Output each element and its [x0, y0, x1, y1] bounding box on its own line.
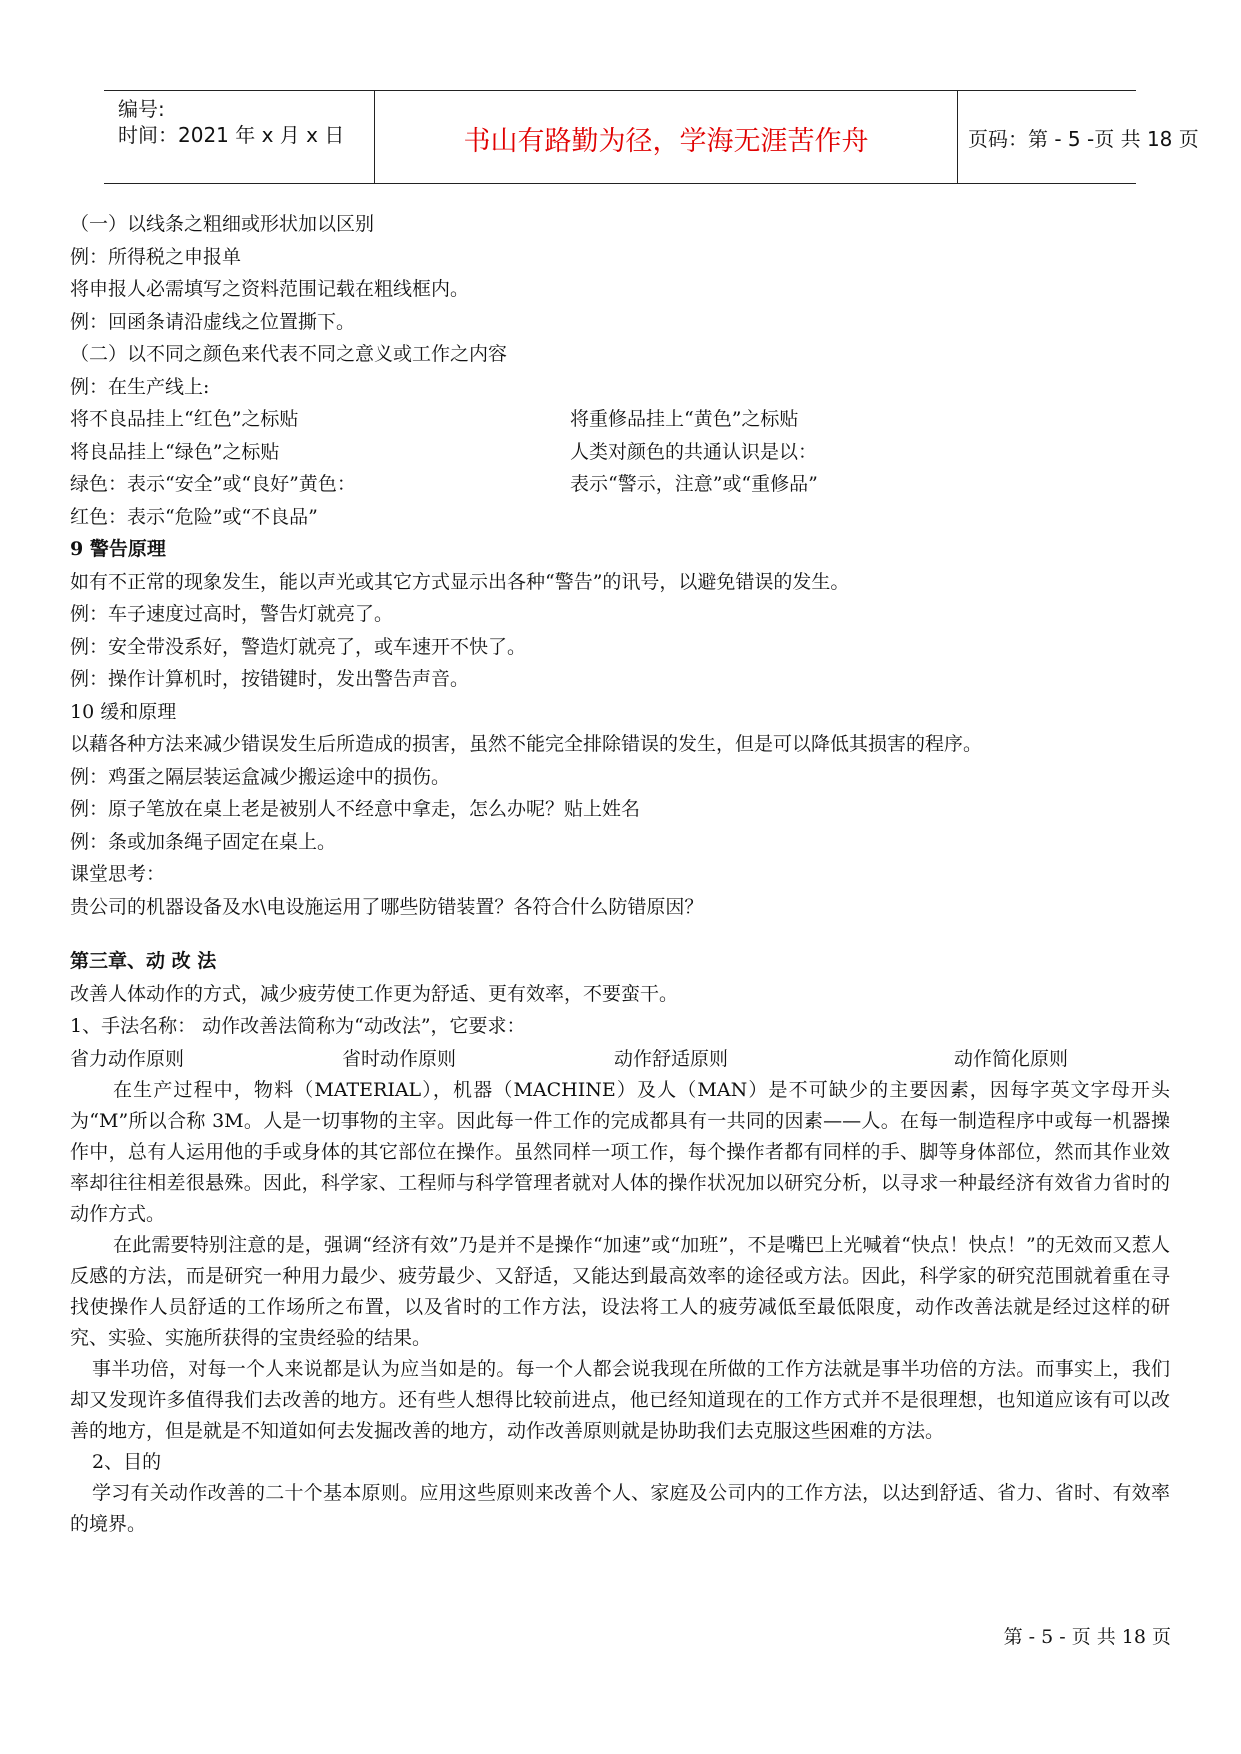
text-line: 将申报人必需填写之资料范围记载在粗线框内。: [70, 278, 470, 300]
page-header: [104, 90, 1199, 184]
principle-item: 动作简化原则: [954, 1047, 1069, 1070]
body-paragraph: 在此需要特别注意的是，强调“经济有效”乃是并不是操作“加速”或“加班”，不是嘴巴上光喊着“快点！快点！”的无效而又惹人反感的方法，而是研究一种用力最少、疲劳最少、又舒适，又能达到最高效率的途径或方法。因此，科学家的研究范围就着重在寻找使操作人员舒适的工作场所之布置，以及省时的工作方法，设法将工人的疲劳减低至最低限度，动作改善法就是经过这样的研究、实验、实施所获得的宝贵经验的结果。: [70, 1234, 1170, 1349]
section-heading: 2、目的: [92, 1451, 162, 1473]
principles-row: [70, 1043, 1170, 1076]
document-number-label: 编号:: [118, 97, 165, 121]
text-left: 将不良品挂上“红色”之标贴: [70, 408, 299, 430]
body-paragraph: 事半功倍，对每一个人来说都是认为应当如是的。每一个人都会说我现在所做的工作方法就是事半功倍的方法。而事实上，我们却又发现许多值得我们去改善的地方。还有些人想得比较前进点，他已经知道现在的工作方式并不是很理想，也知道应该有可以改善的地方，但是就是不知道如何去发掘改善的地方，动作改善原则就是协助我们去克服这些困难的方法。: [70, 1358, 1170, 1442]
text-line: 如有不正常的现象发生，能以声光或其它方式显示出各种“警告”的讯号，以避免错误的发生。: [70, 570, 850, 593]
text-line: 例：回函条请沿虚线之位置撕下。: [70, 310, 356, 333]
document-time-label: 时间：2021 年 x 月 x 日: [118, 123, 345, 147]
chapter-heading: 第三章、动 改 法: [70, 950, 217, 972]
header-page-number: 页码：第 - 5 -页 共 18 页: [968, 127, 1199, 151]
text-line: 红色：表示“危险”或“不良品”: [70, 505, 318, 528]
text-line: 例：鸡蛋之隔层装运盒减少搬运途中的损伤。: [70, 765, 451, 788]
principle-item: 动作舒适原则: [614, 1047, 729, 1070]
text-line: 课堂思考：: [70, 863, 166, 885]
text-right: 将重修品挂上“黄色”之标贴: [570, 408, 799, 430]
text-line: 例：操作计算机时，按错键时，发出警告声音。: [70, 668, 470, 690]
section-heading: 10 缓和原理: [70, 700, 177, 723]
motto-text: 书山有路勤为径，学海无涯苦作舟: [463, 126, 869, 157]
section-heading: 9 警告原理: [70, 538, 166, 560]
text-right: 人类对颜色的共通认识是以：: [570, 440, 818, 463]
text-line: 例：条或加条绳子固定在桌上。: [70, 830, 337, 853]
header-right-cell: [956, 91, 1199, 183]
two-column-line: [70, 468, 1170, 501]
text-left: 将良品挂上“绿色”之标贴: [70, 440, 280, 463]
body-paragraph: 在生产过程中，物料（MATERIAL），机器（MACHINE）及人（MAN）是不可缺少的主要因素，因每字英文字母开头为“M”所以合称 3M。人是一切事物的主宰。因此每一件工作的完成都具有一共同的因素——人。在每一制造程序中或每一机器操作中，总有人运用他的手或身体的其它部位在操作。虽然同样一项工作，每个操作者都有同样的手、脚等身体部位，然而其作业效率却往往相差很悬殊。因此，科学家、工程师与科学管理者就对人体的操作状况加以研究分析，以寻求一种最经济有效省力省时的动作方式。: [70, 1079, 1170, 1225]
text-line: （二）以不同之颜色来代表不同之意义或工作之内容: [70, 343, 508, 365]
document-body: [70, 208, 1170, 1540]
text-left: 绿色：表示“安全”或“良好”黄色：: [70, 473, 356, 495]
page-footer: 第 - 5 - 页 共 18 页: [1003, 1626, 1171, 1648]
text-right: 表示“警示，注意”或“重修品”: [570, 473, 818, 495]
text-line: 贵公司的机器设备及水\电设施运用了哪些防错装置？各符合什么防错原因？: [70, 895, 704, 918]
text-line: （一）以线条之粗细或形状加以区别: [70, 213, 375, 235]
text-line: 例：原子笔放在桌上老是被别人不经意中拿走，怎么办呢？贴上姓名: [70, 798, 641, 820]
spacer: [70, 923, 1170, 945]
two-column-line: [70, 436, 1170, 469]
principle-item: 省力动作原则: [70, 1047, 185, 1070]
text-line: 例：所得税之申报单: [70, 245, 242, 268]
two-column-line: [70, 403, 1170, 436]
principle-item: 省时动作原则: [342, 1047, 457, 1070]
body-paragraph: 学习有关动作改善的二十个基本原则。应用这些原则来改善个人、家庭及公司内的工作方法，以达到舒适、省力、省时、有效率的境界。: [70, 1482, 1170, 1535]
header-motto-cell: [374, 91, 958, 183]
text-line: 1、手法名称： 动作改善法简称为“动改法”，它要求：: [70, 1015, 526, 1037]
text-line: 改善人体动作的方式，减少疲劳使工作更为舒适、更有效率，不要蛮干。: [70, 982, 679, 1005]
header-left-cell: [104, 91, 374, 183]
text-line: 以藉各种方法来减少错误发生后所造成的损害，虽然不能完全排除错误的发生，但是可以降低其损害的程序。: [70, 733, 983, 755]
text-line: 例：车子速度过高时，警告灯就亮了。: [70, 603, 394, 625]
text-line: 例：在生产线上:: [70, 375, 210, 398]
text-line: 例：安全带没系好，警造灯就亮了，或车速开不快了。: [70, 635, 527, 658]
